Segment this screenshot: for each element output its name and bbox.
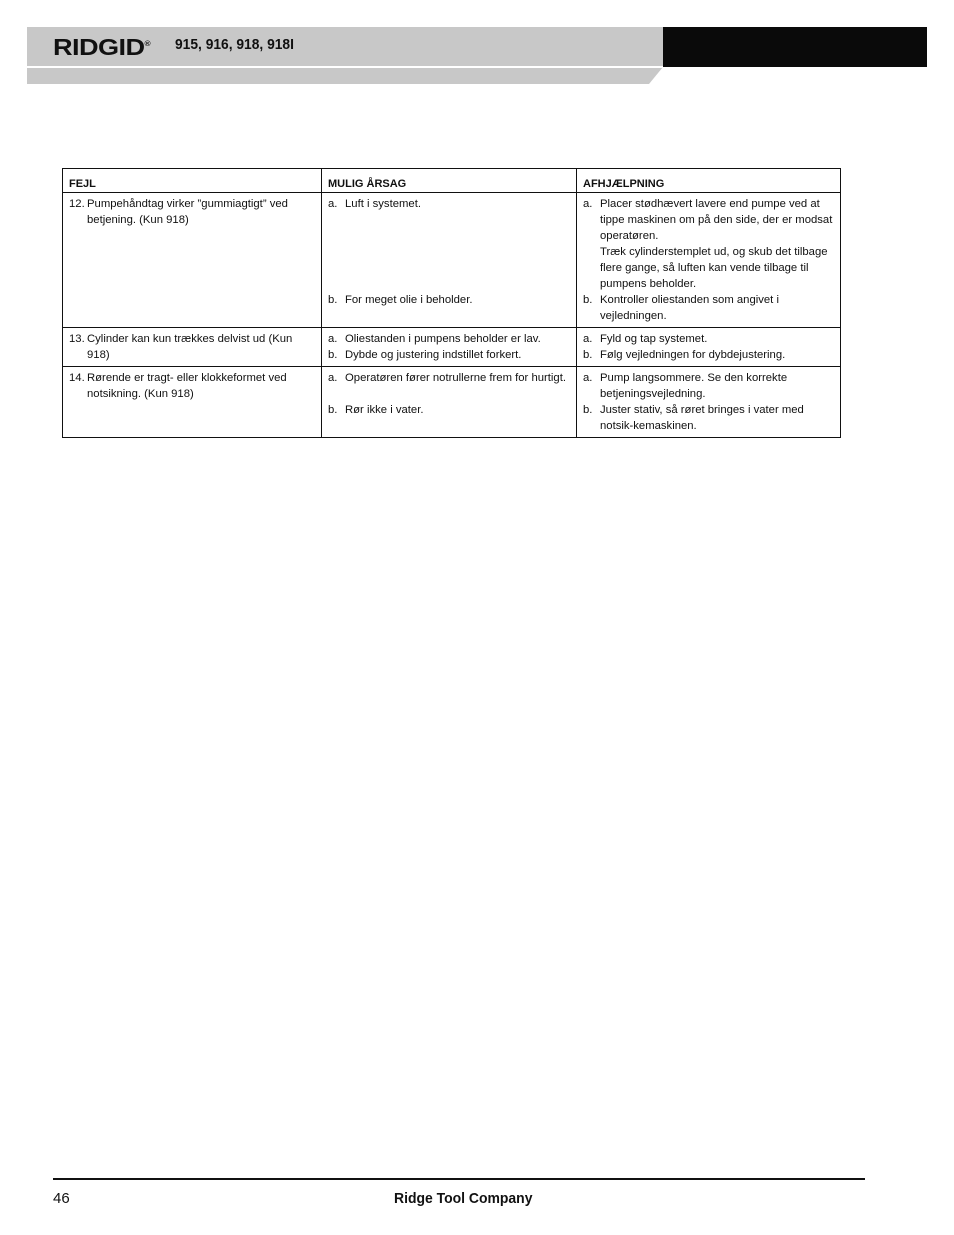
- header-fault: FEJL: [63, 169, 322, 193]
- fault-cell: [63, 367, 321, 405]
- letter-b: b.: [583, 294, 593, 306]
- header-cause: MULIG ÅRSAG: [322, 169, 577, 193]
- fault-number: 14.: [69, 372, 85, 384]
- remedy-a-continued: Træk cylinderstemplet ud, og skub det tilbage flere gange, så luften kan vende tilbage til pumpens beholder.: [600, 246, 828, 290]
- remedy-cell: [577, 328, 840, 366]
- company-name: Ridge Tool Company: [394, 1190, 533, 1207]
- fault-number: 12.: [69, 198, 85, 210]
- cause-a: Operatøren fører notrullerne frem for hurtigt.: [345, 372, 566, 384]
- fault-text: Rørende er tragt- eller klokkeformet ved notsikning. (Kun 918): [87, 372, 287, 400]
- header-black-block: [663, 27, 927, 67]
- remedy-a: Fyld og tap systemet.: [600, 333, 708, 345]
- header-strip: [27, 67, 663, 84]
- letter-b: b.: [328, 294, 338, 306]
- cause-b: Rør ikke i vater.: [345, 404, 424, 416]
- letter-a: a.: [583, 333, 593, 345]
- letter-a: a.: [328, 333, 338, 345]
- header-divider: [27, 66, 663, 68]
- fault-number: 13.: [69, 333, 85, 345]
- fault-text: Pumpehåndtag virker ”gummiagtigt” ved betjening. (Kun 918): [87, 198, 288, 226]
- registered-mark: ®: [144, 41, 150, 48]
- remedy-b: Følg vejledningen for dybdejustering.: [600, 349, 786, 361]
- fault-text: Cylinder kan kun trækkes delvist ud (Kun 918): [87, 333, 293, 361]
- fault-cell: [63, 193, 321, 231]
- cause-cell: [322, 328, 576, 366]
- cause-b: For meget olie i beholder.: [345, 294, 473, 306]
- letter-b: b.: [583, 349, 593, 361]
- footer-rule: [53, 1178, 865, 1180]
- remedy-a: Placer stødhævert lavere end pumpe ved at tippe maskinen om på den side, der er modsat operatøren.: [600, 198, 833, 242]
- logo-text: RIDGID: [53, 34, 145, 60]
- cause-cell: [322, 193, 576, 311]
- cause-a: Luft i systemet.: [345, 198, 421, 210]
- letter-b: b.: [583, 404, 593, 416]
- letter-a: a.: [583, 198, 593, 210]
- remedy-a: Pump langsommere. Se den korrekte betjeningsvejledning.: [600, 372, 788, 400]
- table-row: [63, 328, 841, 367]
- letter-a: a.: [328, 372, 338, 384]
- page-number: 46: [53, 1190, 70, 1207]
- header-remedy: AFHJÆLPNING: [577, 169, 841, 193]
- remedy-cell: [577, 367, 840, 437]
- remedy-b: Juster stativ, så røret bringes i vater med notsik-kemaskinen.: [600, 404, 804, 432]
- letter-b: b.: [328, 404, 338, 416]
- cause-b: Dybde og justering indstillet forkert.: [345, 349, 522, 361]
- table-row: [63, 193, 841, 328]
- model-title: 915, 916, 918, 918I: [175, 36, 294, 53]
- ridgid-logo: [53, 33, 150, 61]
- letter-b: b.: [328, 349, 338, 361]
- troubleshooting-table: [62, 168, 841, 438]
- cause-cell: [322, 367, 576, 421]
- letter-a: a.: [583, 372, 593, 384]
- cause-a: Oliestanden i pumpens beholder er lav.: [345, 333, 541, 345]
- table-header-row: [63, 169, 841, 193]
- remedy-cell: [577, 193, 840, 327]
- table-row: [63, 367, 841, 438]
- fault-cell: [63, 328, 321, 366]
- remedy-b: Kontroller oliestanden som angivet i vejledningen.: [600, 294, 779, 322]
- letter-a: a.: [328, 198, 338, 210]
